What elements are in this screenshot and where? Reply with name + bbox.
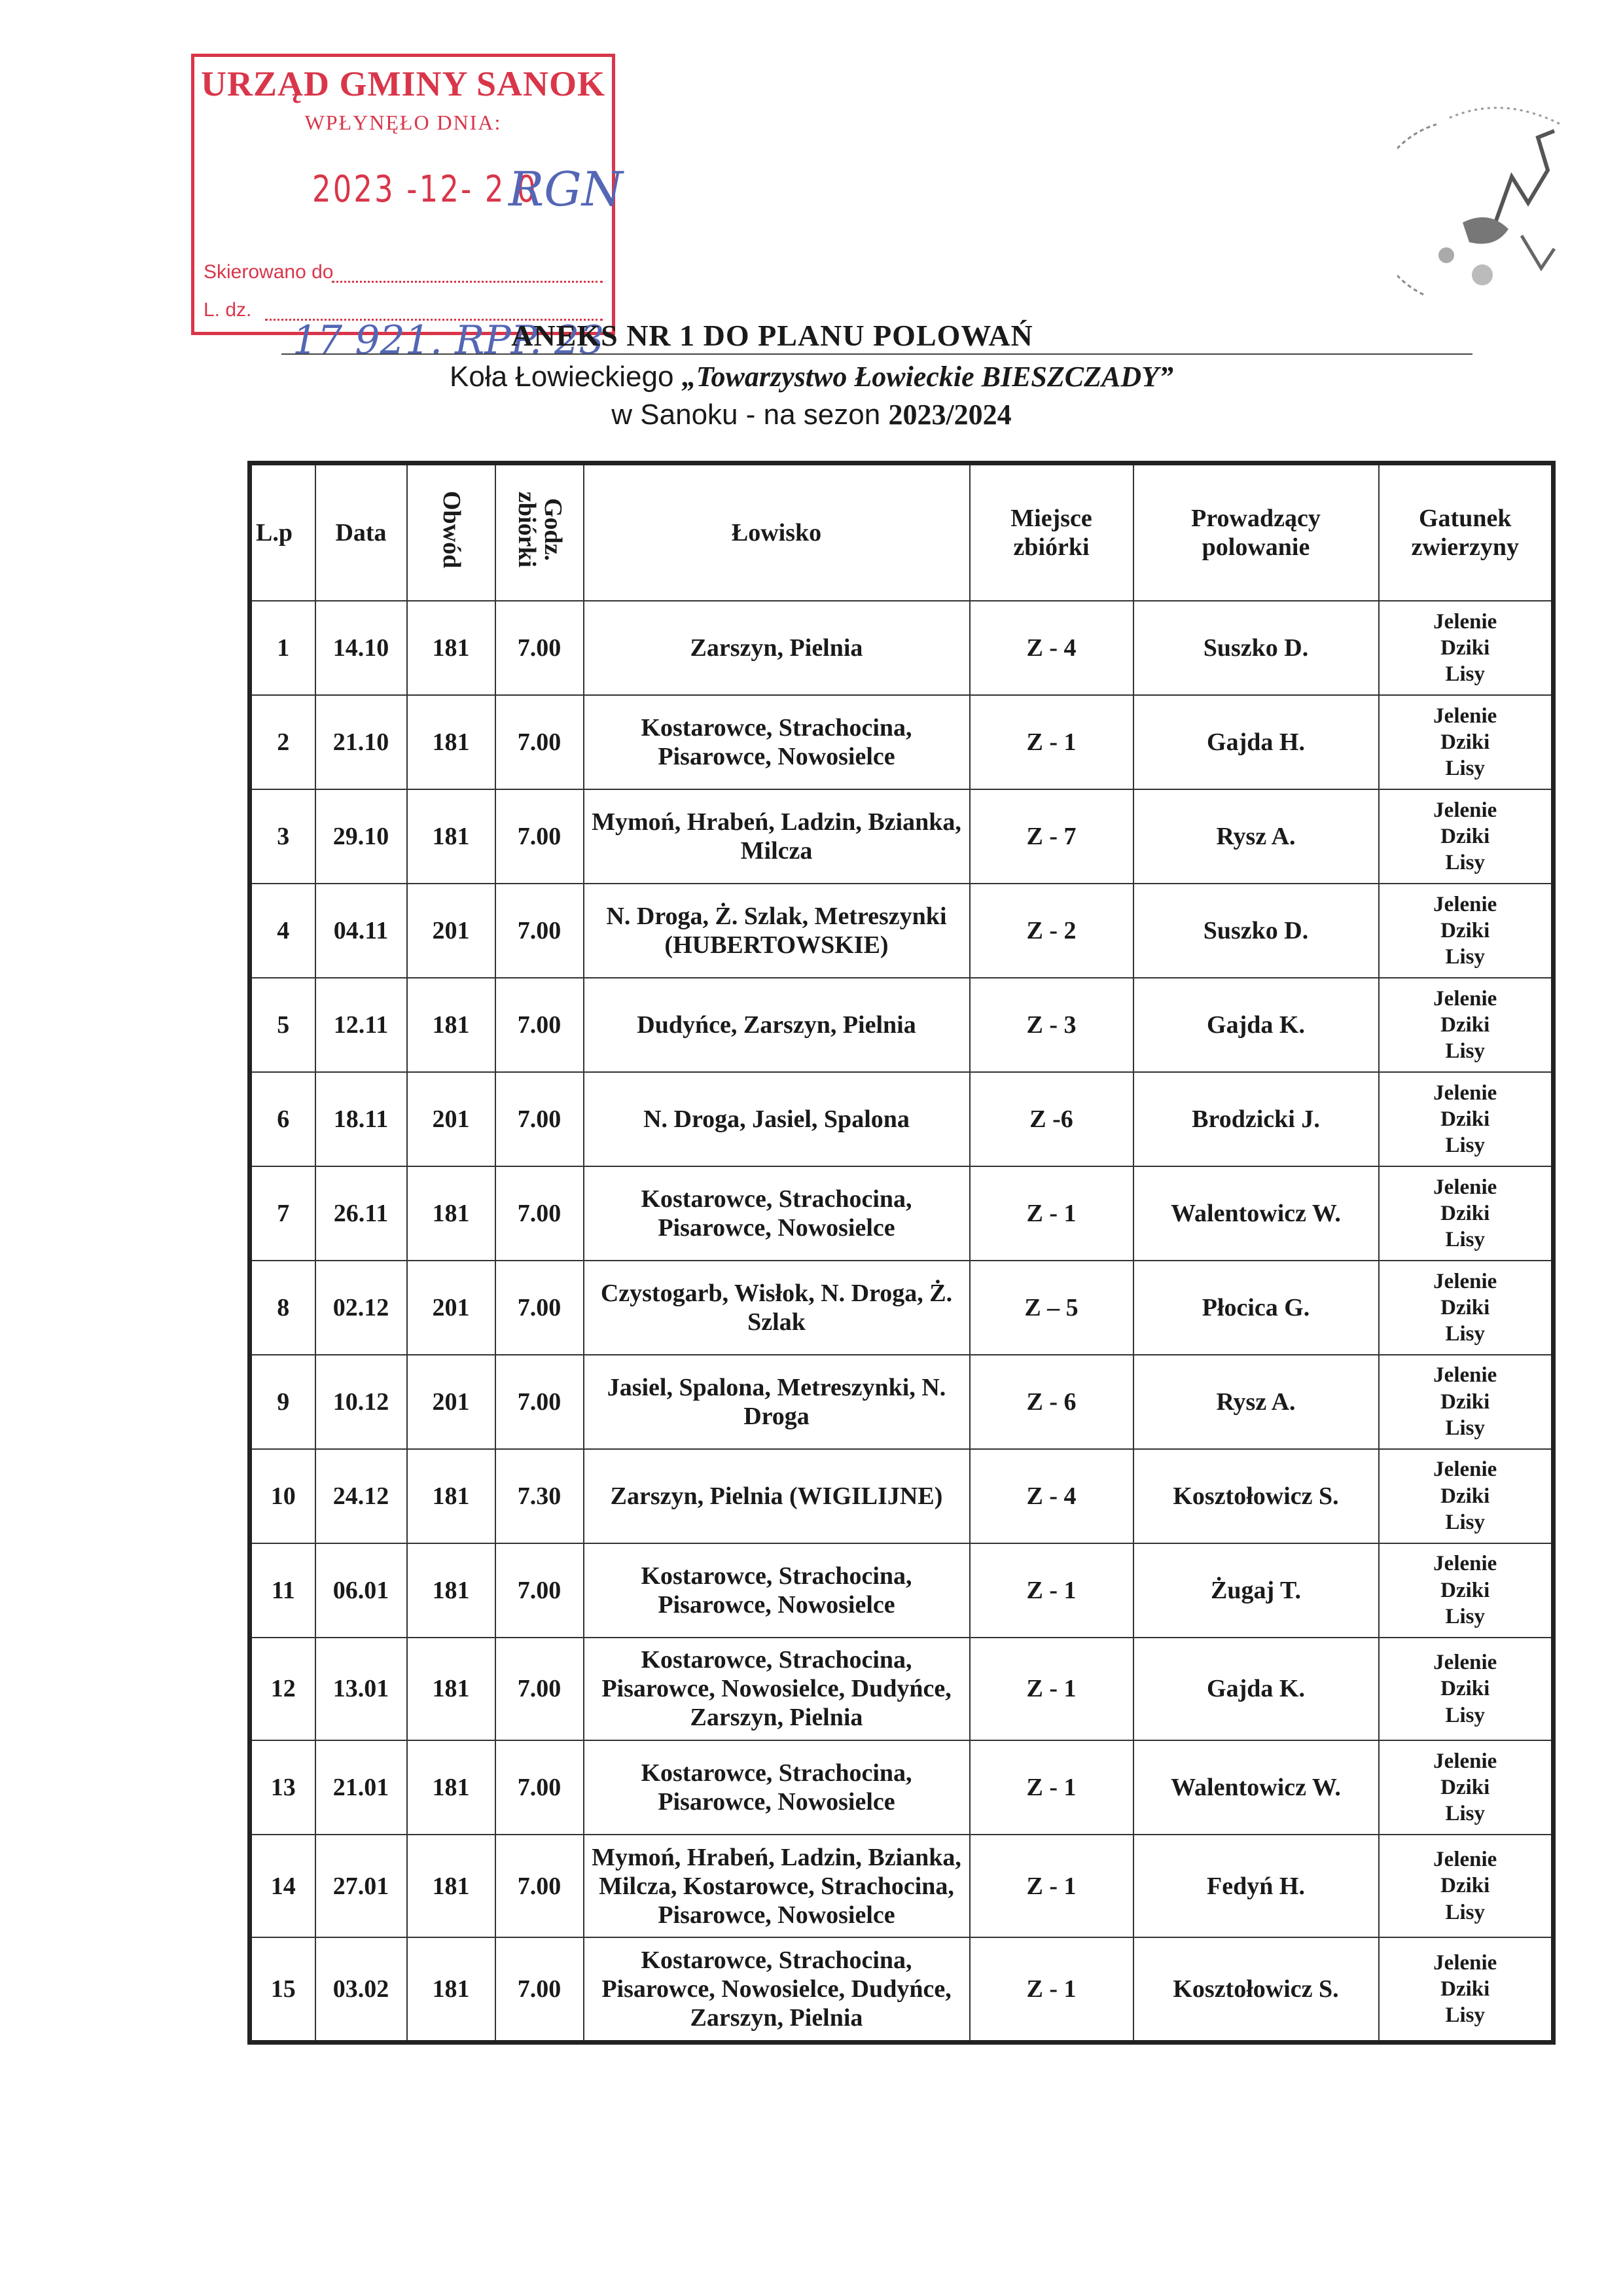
species-item: Dziki <box>1440 1013 1490 1037</box>
row-species <box>1379 1835 1554 1937</box>
table-body <box>250 601 1554 2043</box>
row-hunting-grounds: Zarszyn, Pielnia (WIGILIJNE) <box>584 1449 970 1543</box>
row-species <box>1379 978 1554 1072</box>
species-item: Dziki <box>1440 1775 1490 1799</box>
species-item: Jelenie <box>1433 798 1497 822</box>
row-date: 13.01 <box>315 1638 407 1740</box>
row-meeting-point: Z - 3 <box>970 978 1133 1072</box>
species-item: Lisy <box>1445 1228 1486 1252</box>
row-meeting-point: Z - 1 <box>970 1543 1133 1638</box>
row-species <box>1379 1937 1554 2042</box>
row-time: 7.00 <box>495 695 584 789</box>
column-header-miejsce: Miejsce zbiórki <box>970 463 1133 601</box>
row-time: 7.00 <box>495 1937 584 2042</box>
row-leader: Gajda K. <box>1133 1638 1379 1740</box>
row-time: 7.00 <box>495 601 584 695</box>
row-date: 21.01 <box>315 1740 407 1835</box>
row-date: 27.01 <box>315 1835 407 1937</box>
row-leader: Żugaj T. <box>1133 1543 1379 1638</box>
species-item: Jelenie <box>1433 1749 1497 1773</box>
club-line <box>0 360 1623 393</box>
species-item: Dziki <box>1440 1390 1490 1414</box>
row-hunting-grounds: Czystogarb, Wisłok, N. Droga, Ż. Szlak <box>584 1261 970 1355</box>
column-header-obwod-label: Obwód <box>437 490 465 569</box>
table-row <box>250 1166 1554 1261</box>
row-district: 181 <box>407 1449 495 1543</box>
row-district: 201 <box>407 884 495 978</box>
column-header-lp: L.p <box>250 463 315 601</box>
column-header-godz <box>495 463 584 601</box>
row-hunting-grounds: Kostarowce, Strachocina, Pisarowce, Nowosielce, Dudyńce, Zarszyn, Pielnia <box>584 1638 970 1740</box>
row-meeting-point: Z – 5 <box>970 1261 1133 1355</box>
row-number: 13 <box>250 1740 315 1835</box>
row-number: 11 <box>250 1543 315 1638</box>
stamp-ldz-value: 17 921. RPP. 23 <box>293 317 605 363</box>
species-item: Dziki <box>1440 824 1490 848</box>
row-meeting-point: Z - 1 <box>970 1166 1133 1261</box>
row-date: 10.12 <box>315 1355 407 1449</box>
row-number: 7 <box>250 1166 315 1261</box>
row-district: 181 <box>407 789 495 884</box>
row-meeting-point: Z - 7 <box>970 789 1133 884</box>
row-number: 5 <box>250 978 315 1072</box>
row-leader: Kosztołowicz S. <box>1133 1449 1379 1543</box>
species-item: Jelenie <box>1433 1081 1497 1105</box>
row-species <box>1379 884 1554 978</box>
row-date: 14.10 <box>315 601 407 695</box>
row-leader: Gajda K. <box>1133 978 1379 1072</box>
row-date: 06.01 <box>315 1543 407 1638</box>
row-leader: Fedyń H. <box>1133 1835 1379 1937</box>
row-meeting-point: Z - 1 <box>970 1638 1133 1740</box>
species-item: Dziki <box>1440 1295 1490 1319</box>
row-leader: Gajda H. <box>1133 695 1379 789</box>
row-time: 7.00 <box>495 1355 584 1449</box>
row-species <box>1379 789 1554 884</box>
species-item: Jelenie <box>1433 609 1497 634</box>
row-district: 181 <box>407 695 495 789</box>
row-number: 14 <box>250 1835 315 1937</box>
stamp-directed-label: Skierowano do <box>204 261 334 283</box>
row-time: 7.00 <box>495 1543 584 1638</box>
row-leader: Suszko D. <box>1133 601 1379 695</box>
title-rule <box>281 353 1472 355</box>
row-hunting-grounds: Kostarowce, Strachocina, Pisarowce, Nowosielce, Dudyńce, Zarszyn, Pielnia <box>584 1937 970 2042</box>
column-header-gatunek: Gatunek zwierzyny <box>1379 463 1554 601</box>
row-leader: Walentowicz W. <box>1133 1166 1379 1261</box>
season-value: 2023/2024 <box>888 399 1012 431</box>
row-hunting-grounds: Kostarowce, Strachocina, Pisarowce, Nowosielce <box>584 1740 970 1835</box>
species-item: Dziki <box>1440 1677 1490 1701</box>
row-species <box>1379 1638 1554 1740</box>
row-time: 7.00 <box>495 1835 584 1937</box>
row-hunting-grounds: N. Droga, Jasiel, Spalona <box>584 1072 970 1166</box>
stamp-received-label: WPŁYNĘŁO DNIA: <box>304 111 502 134</box>
row-meeting-point: Z - 1 <box>970 1937 1133 2042</box>
table-row <box>250 1835 1554 1937</box>
row-district: 181 <box>407 1740 495 1835</box>
species-item: Lisy <box>1445 1322 1486 1346</box>
row-date: 24.12 <box>315 1449 407 1543</box>
row-time: 7.00 <box>495 884 584 978</box>
row-hunting-grounds: N. Droga, Ż. Szlak, Metreszynki (HUBERTOWSKIE) <box>584 884 970 978</box>
row-time: 7.00 <box>495 1638 584 1740</box>
row-number: 9 <box>250 1355 315 1449</box>
row-species <box>1379 1740 1554 1835</box>
club-name: „Towarzystwo Łowieckie BIESZCZADY” <box>681 361 1173 393</box>
species-item: Jelenie <box>1433 1848 1497 1872</box>
stamp-directed-line <box>332 281 603 283</box>
row-meeting-point: Z -6 <box>970 1072 1133 1166</box>
row-district: 181 <box>407 1835 495 1937</box>
stamp-title: URZĄD GMINY SANOK <box>200 64 605 103</box>
row-hunting-grounds: Kostarowce, Strachocina, Pisarowce, Nowosielce <box>584 1543 970 1638</box>
row-hunting-grounds: Mymoń, Hrabeń, Ladzin, Bzianka, Milcza <box>584 789 970 884</box>
table-row <box>250 978 1554 1072</box>
row-number: 1 <box>250 601 315 695</box>
row-hunting-grounds: Dudyńce, Zarszyn, Pielnia <box>584 978 970 1072</box>
table-row <box>250 1261 1554 1355</box>
row-leader: Walentowicz W. <box>1133 1740 1379 1835</box>
row-leader: Brodzicki J. <box>1133 1072 1379 1166</box>
row-time: 7.00 <box>495 1072 584 1166</box>
stamp-ldz-label: L. dz. <box>204 299 252 321</box>
table-row <box>250 1937 1554 2042</box>
row-date: 21.10 <box>315 695 407 789</box>
species-item: Jelenie <box>1433 1363 1497 1388</box>
row-district: 181 <box>407 1638 495 1740</box>
registry-stamp <box>191 54 623 363</box>
species-item: Lisy <box>1445 1510 1486 1534</box>
table-row <box>250 1355 1554 1449</box>
species-item: Jelenie <box>1433 1552 1497 1576</box>
row-meeting-point: Z - 4 <box>970 601 1133 695</box>
species-item: Dziki <box>1440 918 1490 942</box>
species-item: Lisy <box>1445 1703 1486 1727</box>
species-item: Dziki <box>1440 730 1490 754</box>
row-meeting-point: Z - 1 <box>970 1835 1133 1937</box>
row-hunting-grounds: Kostarowce, Strachocina, Pisarowce, Nowosielce <box>584 1166 970 1261</box>
species-item: Dziki <box>1440 1874 1490 1898</box>
species-item: Dziki <box>1440 1578 1490 1602</box>
row-species <box>1379 1166 1554 1261</box>
column-header-lowisko: Łowisko <box>584 463 970 601</box>
row-number: 15 <box>250 1937 315 2042</box>
season-line-prefix: w Sanoku - na sezon <box>611 399 881 431</box>
row-meeting-point: Z - 2 <box>970 884 1133 978</box>
table-row <box>250 1638 1554 1740</box>
row-time: 7.00 <box>495 789 584 884</box>
season-line <box>0 398 1623 431</box>
species-item: Jelenie <box>1433 1458 1497 1482</box>
species-item: Lisy <box>1445 1604 1486 1628</box>
row-district: 181 <box>407 978 495 1072</box>
species-item: Jelenie <box>1433 1175 1497 1199</box>
species-item: Jelenie <box>1433 892 1497 916</box>
column-header-obwod <box>407 463 495 601</box>
row-district: 201 <box>407 1261 495 1355</box>
stamp-date: 2023 -12- 2 0 <box>312 168 538 211</box>
row-number: 2 <box>250 695 315 789</box>
club-seal-icon <box>1397 98 1574 314</box>
species-item: Jelenie <box>1433 704 1497 728</box>
row-leader: Płocica G. <box>1133 1261 1379 1355</box>
stamp-initials: RGN <box>508 162 623 217</box>
table-row <box>250 1543 1554 1638</box>
row-hunting-grounds: Jasiel, Spalona, Metreszynki, N. Droga <box>584 1355 970 1449</box>
species-item: Jelenie <box>1433 1651 1497 1675</box>
species-item: Lisy <box>1445 851 1486 875</box>
hunting-plan-table <box>247 461 1556 2045</box>
row-date: 04.11 <box>315 884 407 978</box>
table-row <box>250 1449 1554 1543</box>
species-item: Lisy <box>1445 1416 1486 1440</box>
row-meeting-point: Z - 1 <box>970 1740 1133 1835</box>
row-district: 201 <box>407 1072 495 1166</box>
document-title: ANEKS NR 1 DO PLANU POLOWAŃ <box>511 319 1033 352</box>
row-time: 7.00 <box>495 1740 584 1835</box>
row-district: 181 <box>407 1166 495 1261</box>
row-hunting-grounds: Kostarowce, Strachocina, Pisarowce, Nowosielce <box>584 695 970 789</box>
species-item: Dziki <box>1440 1201 1490 1225</box>
row-date: 26.11 <box>315 1166 407 1261</box>
species-item: Dziki <box>1440 1977 1490 2001</box>
species-item: Lisy <box>1445 757 1486 781</box>
table-row <box>250 601 1554 695</box>
species-item: Lisy <box>1445 945 1486 969</box>
table-row <box>250 1740 1554 1835</box>
column-header-godz-label: Godz. zbiórki <box>513 491 567 568</box>
table-row <box>250 1072 1554 1166</box>
column-header-data: Data <box>315 463 407 601</box>
row-number: 4 <box>250 884 315 978</box>
row-district: 181 <box>407 601 495 695</box>
row-date: 02.12 <box>315 1261 407 1355</box>
row-leader: Rysz A. <box>1133 789 1379 884</box>
species-item: Jelenie <box>1433 1950 1497 1975</box>
species-item: Lisy <box>1445 662 1486 687</box>
table-header-row <box>250 463 1554 601</box>
row-time: 7.00 <box>495 1261 584 1355</box>
table-row <box>250 695 1554 789</box>
row-number: 8 <box>250 1261 315 1355</box>
species-item: Jelenie <box>1433 1269 1497 1293</box>
row-hunting-grounds: Zarszyn, Pielnia <box>584 601 970 695</box>
row-species <box>1379 1355 1554 1449</box>
species-item: Dziki <box>1440 636 1490 660</box>
row-species <box>1379 1543 1554 1638</box>
row-number: 12 <box>250 1638 315 1740</box>
row-number: 6 <box>250 1072 315 1166</box>
row-district: 201 <box>407 1355 495 1449</box>
species-item: Lisy <box>1445 1802 1486 1826</box>
row-district: 181 <box>407 1937 495 2042</box>
row-species <box>1379 1449 1554 1543</box>
table-row <box>250 789 1554 884</box>
row-date: 12.11 <box>315 978 407 1072</box>
row-meeting-point: Z - 4 <box>970 1449 1133 1543</box>
row-time: 7.00 <box>495 1166 584 1261</box>
row-date: 03.02 <box>315 1937 407 2042</box>
row-number: 3 <box>250 789 315 884</box>
species-item: Lisy <box>1445 1900 1486 1924</box>
row-time: 7.00 <box>495 978 584 1072</box>
row-meeting-point: Z - 6 <box>970 1355 1133 1449</box>
table-row <box>250 884 1554 978</box>
row-species <box>1379 601 1554 695</box>
species-item: Dziki <box>1440 1107 1490 1131</box>
club-line-prefix: Koła Łowieckiego <box>450 361 674 393</box>
row-number: 10 <box>250 1449 315 1543</box>
row-district: 181 <box>407 1543 495 1638</box>
row-date: 29.10 <box>315 789 407 884</box>
species-item: Lisy <box>1445 2003 1486 2028</box>
row-species <box>1379 1261 1554 1355</box>
species-item: Lisy <box>1445 1039 1486 1064</box>
species-item: Dziki <box>1440 1484 1490 1508</box>
row-leader: Rysz A. <box>1133 1355 1379 1449</box>
species-item: Lisy <box>1445 1134 1486 1158</box>
row-species <box>1379 1072 1554 1166</box>
row-hunting-grounds: Mymoń, Hrabeń, Ladzin, Bzianka, Milcza, Kostarowce, Strachocina, Pisarowce, Nowosielce <box>584 1835 970 1937</box>
row-time: 7.30 <box>495 1449 584 1543</box>
row-meeting-point: Z - 1 <box>970 695 1133 789</box>
row-leader: Kosztołowicz S. <box>1133 1937 1379 2042</box>
row-date: 18.11 <box>315 1072 407 1166</box>
row-leader: Suszko D. <box>1133 884 1379 978</box>
row-species <box>1379 695 1554 789</box>
column-header-prowadzacy: Prowadzący polowanie <box>1133 463 1379 601</box>
species-item: Jelenie <box>1433 986 1497 1011</box>
